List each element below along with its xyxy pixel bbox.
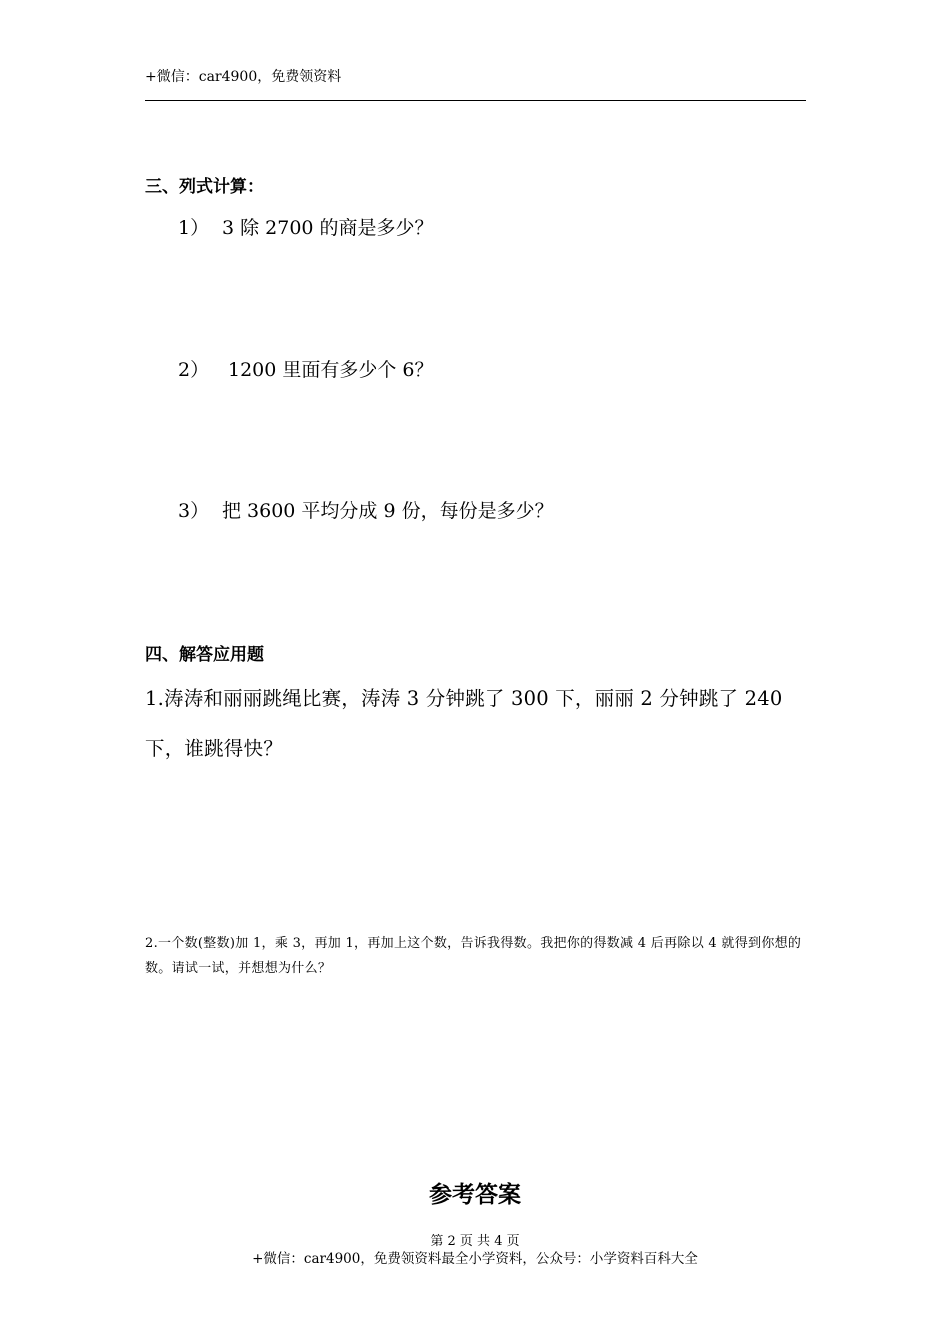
- page-number: 第 2 页 共 4 页: [430, 1234, 520, 1249]
- question-3: [178, 496, 554, 523]
- question-1: [178, 213, 434, 240]
- question-1-number: 1）: [178, 217, 210, 239]
- header-divider: [145, 100, 806, 101]
- section-3-title: 三、列式计算：: [145, 177, 264, 197]
- section-4-title: 四、解答应用题: [145, 645, 264, 665]
- problem-1-line-2: 下，谁跳得快？: [145, 737, 283, 760]
- question-1-text: 3 除 2700 的商是多少？: [222, 217, 434, 239]
- question-2-text: 1200 里面有多少个 6？: [228, 359, 434, 381]
- question-2-number: 2）: [178, 359, 210, 381]
- footer-text: +微信：car4900，免费领资料最全小学资料，公众号：小学资料百科大全: [252, 1251, 698, 1267]
- question-3-text: 把 3600 平均分成 9 份，每份是多少？: [222, 500, 554, 522]
- problem-2-line-1: 2.一个数(整数)加 1，乘 3，再加 1，再加上这个数，告诉我得数。我把你的得数减 4 后再除以 4 就得到你想的: [145, 936, 802, 951]
- problem-2-line-2: 数。请试一试，并想想为什么？: [145, 961, 332, 976]
- question-3-number: 3）: [178, 500, 210, 522]
- header-text: +微信：car4900，免费领资料: [145, 69, 342, 85]
- answer-title: 参考答案: [429, 1182, 521, 1208]
- problem-1-line-1: 1.涛涛和丽丽跳绳比赛，涛涛 3 分钟跳了 300 下，丽丽 2 分钟跳了 240: [145, 687, 783, 710]
- question-2: [178, 355, 434, 382]
